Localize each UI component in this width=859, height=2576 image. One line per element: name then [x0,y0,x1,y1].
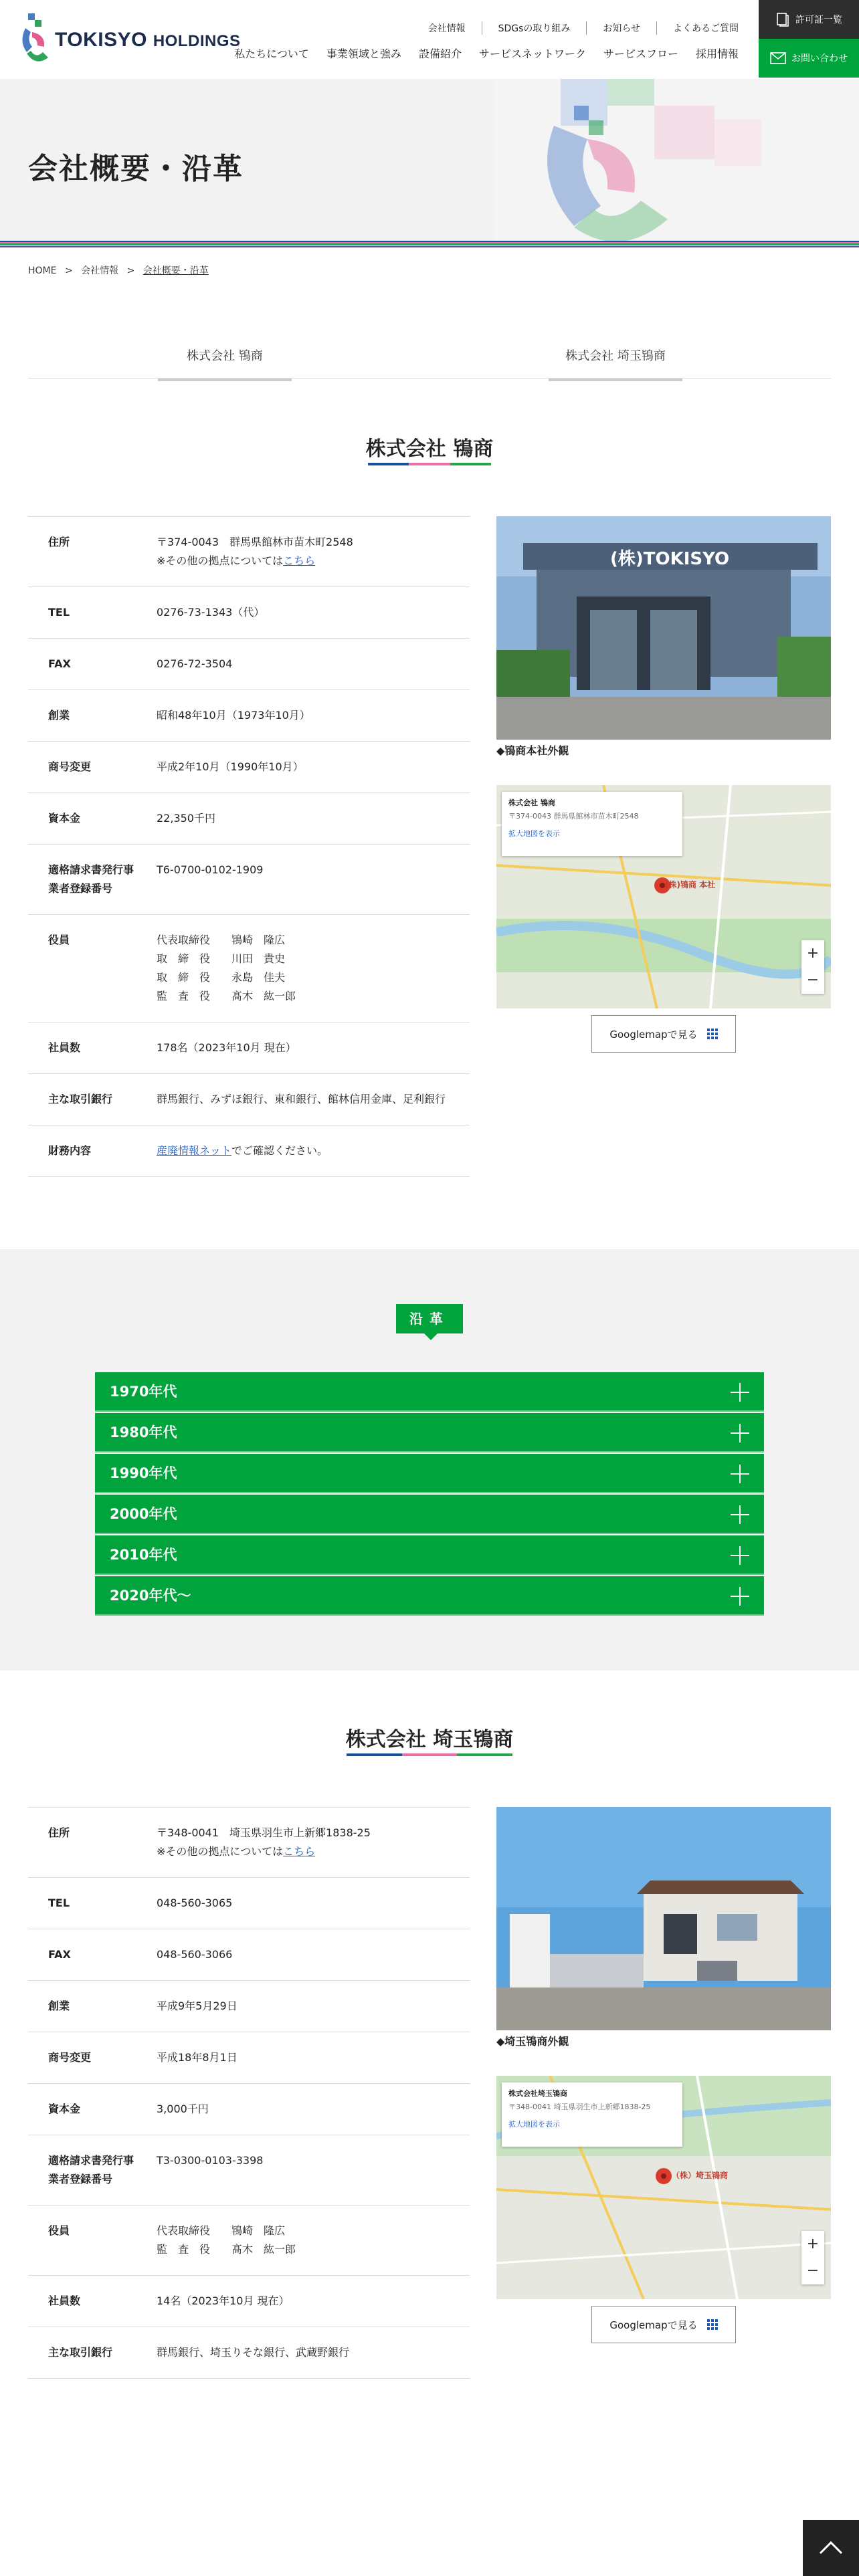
info-row: FAX 0276-72-3504 [28,639,470,690]
breadcrumb-company[interactable]: 会社情報 [81,265,119,276]
info-row: 商号変更 平成18年8月1日 [28,2032,470,2084]
contact-button[interactable]: お問い合わせ [759,39,859,78]
accordion-1990s[interactable]: 1990年代 [95,1454,764,1493]
other-locations-link[interactable]: こちら [283,554,316,567]
info-row: 役員 代表取締役 鴇崎 隆広 監 査 役 髙木 紘一郎 [28,2206,470,2276]
info-row: 財務内容 産廃情報ネットでご確認ください。 [28,1125,470,1177]
plus-icon [731,1465,749,1483]
plus-icon [731,1424,749,1442]
utility-nav [412,21,739,35]
section-title-tokisyo: 株式会社 鴇商 [365,437,494,461]
plus-icon [731,1383,749,1402]
nav-network[interactable]: サービスネットワーク [478,47,586,60]
zoom-in-icon[interactable]: + [806,945,820,962]
info-row: 主な取引銀行 群馬銀行、埼玉りそな銀行、武蔵野銀行 [28,2327,470,2379]
svg-text:(株)TOKISYO: (株)TOKISYO [610,549,730,569]
info-row: 商号変更 平成2年10月（1990年10月） [28,742,470,793]
zoom-out-icon[interactable]: − [806,2262,820,2279]
breadcrumb-separator: > [126,265,135,276]
util-nav-news[interactable]: お知らせ [587,21,657,35]
util-nav-sdgs[interactable]: SDGsの取り組み [482,21,587,35]
logo-mark-icon [19,12,52,68]
info-row: 主な取引銀行 群馬銀行、みずほ銀行、東和銀行、館林信用金庫、足利銀行 [28,1074,470,1125]
color-stripes [0,241,859,247]
info-row: 適格請求書発行事業者登録番号 T6-0700-0102-1909 [28,845,470,915]
page-title: 会社概要・沿革 [28,152,244,186]
info-row: 資本金 22,350千円 [28,793,470,845]
info-row: 適格請求書発行事業者登録番号 T3-0300-0103-3398 [28,2135,470,2206]
nav-flow[interactable]: サービスフロー [603,47,678,60]
grid-icon [707,2319,718,2330]
info-row: 創業 平成9年5月29日 [28,1981,470,2032]
plus-icon [731,1587,749,1606]
info-row: 役員 代表取締役 鴇崎 隆広 取 締 役 川田 貴史 取 締 役 永島 佳夫 監 査 役 髙木 紘一郎 [28,915,470,1023]
hero-decoration [494,79,859,241]
map-info-card: 株式会社 鴇商 〒374-0043 群馬県館林市苗木町2548 拡大地図を表示 [502,792,682,856]
company-info-table-1 [28,516,470,1177]
company-tabs [28,337,831,379]
plus-icon [731,1546,749,1565]
tab-saitama-tokisyo[interactable]: 株式会社 埼玉鴇商 [549,346,682,364]
mail-icon [770,52,786,64]
map-larger-link[interactable]: 拡大地図を表示 [508,2120,560,2129]
googlemap-button-1[interactable]: Googlemapで見る [591,1015,736,1053]
main-nav [217,45,739,61]
nav-business[interactable]: 事業領域と強み [326,47,401,60]
page-top-button[interactable] [803,2520,859,2576]
accordion-1970s[interactable]: 1970年代 [95,1372,764,1412]
info-row: 資本金 3,000千円 [28,2084,470,2135]
breadcrumb-separator: > [64,265,73,276]
history-section [0,1249,859,1671]
zoom-out-icon[interactable]: − [806,972,820,988]
accordion-2020s[interactable]: 2020年代〜 [95,1576,764,1616]
util-nav-faq[interactable]: よくあるご質問 [673,23,739,34]
map-zoom-controls[interactable] [801,2231,824,2284]
zoom-in-icon[interactable]: + [806,2236,820,2252]
plus-icon [731,1505,749,1524]
site-header [0,0,859,79]
nav-recruit[interactable]: 採用情報 [695,47,739,60]
company-info-table-2 [28,1807,470,2379]
accordion-1980s[interactable]: 1980年代 [95,1413,764,1453]
info-row: 住所 〒348-0041 埼玉県羽生市上新郷1838-25 ※その他の拠点についてはこちら [28,1808,470,1878]
info-row: 創業 昭和48年10月（1973年10月） [28,690,470,742]
logo-wordmark: TOKISYO HOLDINGS [55,29,241,51]
info-row: 社員数 14名（2023年10月 現在） [28,2276,470,2327]
photo-caption-2: ◆埼玉鴇商外観 [496,2035,569,2048]
document-icon [775,12,790,27]
history-badge: 沿革 [396,1304,463,1333]
nav-facilities[interactable]: 設備紹介 [418,47,462,60]
map-zoom-controls[interactable] [801,940,824,994]
photo-caption-1: ◆鴇商本社外観 [496,744,569,757]
info-row: 住所 〒374-0043 群馬県館林市苗木町2548 ※その他の拠点についてはこちら [28,517,470,587]
accordion-2000s[interactable]: 2000年代 [95,1495,764,1534]
chevron-up-icon [803,2520,859,2576]
nav-about[interactable]: 私たちについて [234,47,309,60]
site-logo[interactable] [19,12,241,68]
map-pin-label: （株）埼玉鴇商 [672,2171,729,2180]
sanpai-info-net-link[interactable]: 産廃情報ネット [157,1144,232,1157]
breadcrumb [28,263,209,277]
tab-tokisyo[interactable]: 株式会社 鴇商 [158,346,292,364]
util-nav-company[interactable]: 会社情報 [412,21,482,35]
grid-icon [707,1029,718,1039]
googlemap-button-2[interactable]: Googlemapで見る [591,2306,736,2343]
info-row: TEL 0276-73-1343（代） [28,587,470,639]
page-hero [0,79,859,241]
accordion-2010s[interactable]: 2010年代 [95,1535,764,1575]
license-list-button[interactable]: 許可証一覧 [759,0,859,39]
map-info-card: 株式会社埼玉鴇商 〒348-0041 埼玉県羽生市上新郷1838-25 拡大地図を表示 [502,2082,682,2147]
info-row: FAX 048-560-3066 [28,1929,470,1981]
saitama-office-photo [496,1807,831,2030]
tokisyo-office-photo [496,516,831,740]
google-map-2[interactable] [496,2076,831,2299]
breadcrumb-home[interactable]: HOME [28,265,57,276]
info-row: TEL 048-560-3065 [28,1878,470,1929]
section-title-saitama-tokisyo: 株式会社 埼玉鴇商 [345,1728,514,1751]
map-larger-link[interactable]: 拡大地図を表示 [508,829,560,838]
breadcrumb-current: 会社概要・沿革 [142,265,209,276]
map-pin-label: (株)鴇商 本社 [665,880,716,889]
other-locations-link[interactable]: こちら [283,1845,316,1858]
info-row: 社員数 178名（2023年10月 現在） [28,1023,470,1074]
title-underline [347,1753,512,1756]
title-underline [368,463,491,465]
google-map-1[interactable] [496,785,831,1008]
